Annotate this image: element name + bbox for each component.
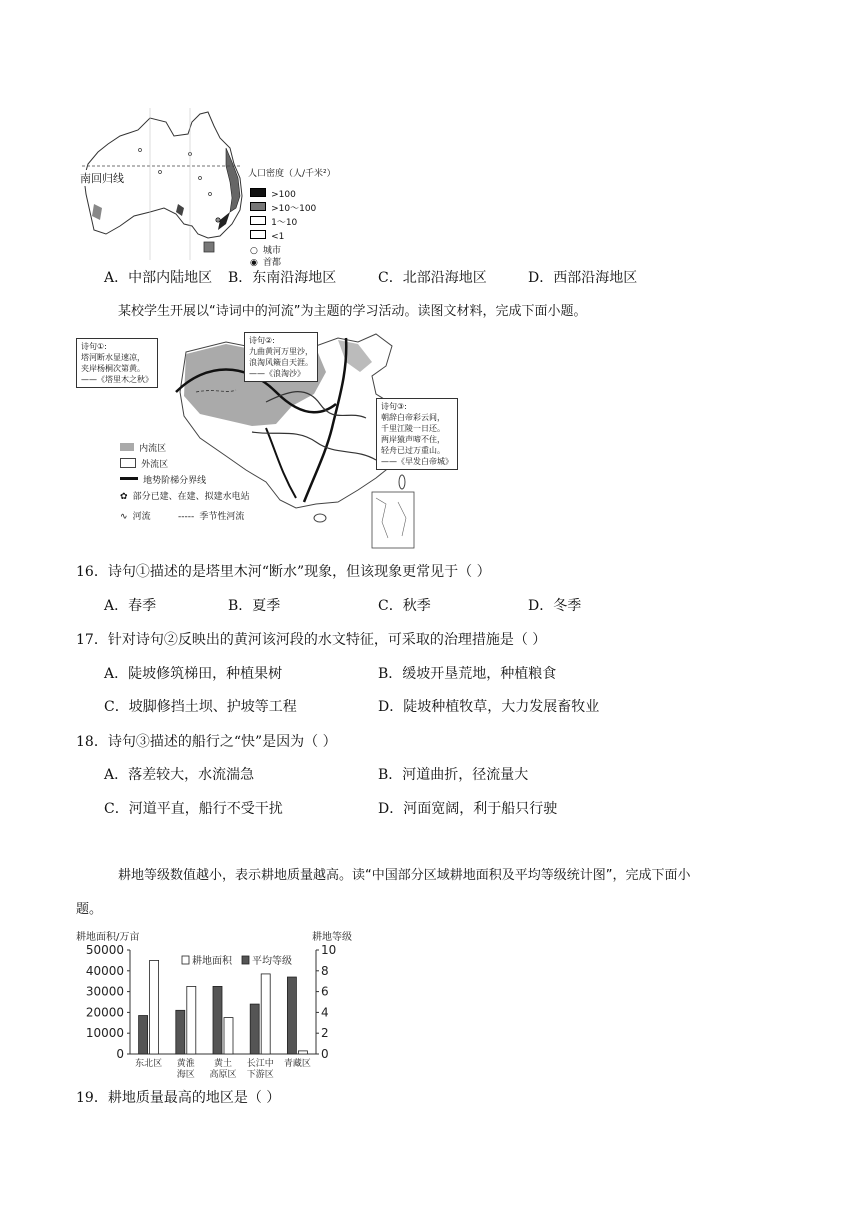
category-label: 海区 [176, 1070, 195, 1080]
legend-item: ✿ 部分已建、在建、拟建水电站 [120, 492, 250, 502]
q18-option-d[interactable]: D．河面宽阔，利于船只行驶 [378, 801, 558, 817]
legend-item: 1～10 [250, 210, 297, 229]
australia-population-map [80, 108, 342, 268]
legend-item: ∿ 河流 [120, 512, 151, 522]
category-label: 东北区 [135, 1059, 163, 1069]
poem-box-2: 诗句②: 九曲黄河万里沙， 浪淘风簸自天涯。 ——《浪淘沙》 [244, 332, 318, 382]
legend-item: 地势阶梯分界线 [120, 468, 206, 487]
legend-label-grade: 平均等级 [252, 956, 292, 967]
q18-option-a[interactable]: A．落差较大，水流湍急 [104, 767, 255, 783]
poem-box-3: 诗句③: 朝辞白帝彩云间， 千里江陵一日还。 两岸猿声啼不住， 轻舟已过万重山。 ——《早发白帝城》 [376, 398, 458, 470]
q15-option-b[interactable]: B．东南沿海地区 [228, 270, 337, 286]
category-label: 下游区 [246, 1070, 274, 1080]
q15-option-a[interactable]: A．中部内陆地区 [104, 270, 213, 286]
category-label: 长江中 [246, 1059, 274, 1069]
q17-option-a[interactable]: A．陡坡修筑梯田，种植果树 [104, 666, 283, 682]
tropic-label: 南回归线 [80, 172, 124, 185]
left-tick-label: 10000 [85, 1026, 124, 1041]
right-tick-label: 10 [321, 943, 337, 957]
bar-area [150, 960, 159, 1054]
legend-swatch-area [182, 956, 189, 964]
category-label: 黄土 [213, 1059, 233, 1069]
q16-option-c[interactable]: C．秋季 [378, 598, 431, 614]
legend-title: 人口密度（人/千米²） [248, 169, 336, 179]
left-tick-label: 50000 [85, 943, 124, 957]
legend-item: ○ 城市 [250, 246, 281, 256]
q19-stem: 19．耕地质量最高的地区是（ ） [76, 1090, 281, 1106]
right-tick-label: 0 [321, 1047, 329, 1061]
q18-stem: 18．诗句③描述的船行之“快”是因为（ ） [76, 734, 337, 750]
right-tick-label: 2 [321, 1026, 329, 1041]
q18-option-b[interactable]: B．河道曲折，径流量大 [378, 767, 529, 783]
bar-area [298, 1051, 307, 1054]
right-axis-title: 耕地等级 [312, 932, 352, 943]
river-icon: ∿ [120, 512, 128, 522]
q17-option-c[interactable]: C．坡脚修挡土坝、护坡等工程 [104, 699, 297, 715]
legend-item: 内流区 [120, 436, 166, 455]
category-label: 高原区 [209, 1070, 237, 1080]
right-tick-label: 6 [321, 984, 329, 999]
legend-item: ◉ 首都 [250, 258, 281, 268]
bar-area [187, 986, 196, 1054]
legend-item: 外流区 [120, 452, 168, 471]
hydropower-icon: ✿ [120, 492, 128, 502]
left-axis-title: 耕地面积/万亩 [76, 932, 140, 943]
q17-stem: 17．针对诗句②反映出的黄河该河段的水文特征，可采取的治理措施是（ ） [76, 632, 547, 648]
q16-option-a[interactable]: A．春季 [104, 598, 157, 614]
legend-label-area: 耕地面积 [192, 956, 232, 967]
left-tick-label: 0 [116, 1047, 124, 1061]
left-tick-label: 30000 [85, 984, 124, 999]
q16-option-b[interactable]: B．夏季 [228, 598, 281, 614]
right-tick-label: 8 [321, 963, 329, 978]
q15-option-d[interactable]: D．西部沿海地区 [528, 270, 638, 286]
bar-grade [250, 1004, 259, 1054]
farmland-chart [76, 928, 366, 1080]
q17-option-b[interactable]: B．缓坡开垦荒地，种植粮食 [378, 666, 557, 682]
category-label: 黄淮 [176, 1059, 195, 1069]
legend-item: >100 [250, 182, 296, 201]
legend-item: >10～100 [250, 196, 316, 215]
map-legend [248, 166, 340, 268]
poem-box-1: 诗句①: 塔河断水显速凉， 夹岸杨桐次第黄。 ——《塔里木之秋》 [76, 338, 158, 388]
bar-grade [287, 977, 296, 1054]
category-label: 青藏区 [283, 1059, 311, 1069]
q15-option-c[interactable]: C．北部沿海地区 [378, 270, 487, 286]
q18-option-c[interactable]: C．河道平直，船行不受干扰 [104, 801, 283, 817]
legend-item: ----- 季节性河流 [178, 512, 245, 522]
bar-grade [139, 1016, 148, 1054]
legend-swatch-grade [242, 956, 249, 964]
farmland-chart-svg [76, 928, 366, 1080]
bar-grade [176, 1010, 185, 1054]
left-tick-label: 20000 [85, 1005, 124, 1020]
bar-area [261, 974, 270, 1054]
legend-item: <1 [250, 224, 284, 243]
china-rivers-map [76, 332, 496, 550]
intro-farmland: 耕地等级数值越小，表示耕地质量越高。读“中国部分区域耕地面积及平均等级统计图”，完成下面小 [118, 868, 691, 883]
bar-grade [213, 986, 222, 1054]
left-tick-label: 40000 [85, 963, 124, 978]
q16-stem: 16．诗句①描述的是塔里木河“断水”现象，但该现象更常见于（ ） [76, 564, 491, 580]
q17-option-d[interactable]: D．陡坡种植牧草，大力发展畜牧业 [378, 699, 600, 715]
right-tick-label: 4 [321, 1005, 329, 1020]
intro-rivers: 某校学生开展以“诗词中的河流”为主题的学习活动。读图文材料，完成下面小题。 [118, 304, 587, 319]
bar-area [224, 1018, 233, 1054]
intro-farmland-cont: 题。 [76, 902, 103, 917]
q16-option-d[interactable]: D．冬季 [528, 598, 582, 614]
